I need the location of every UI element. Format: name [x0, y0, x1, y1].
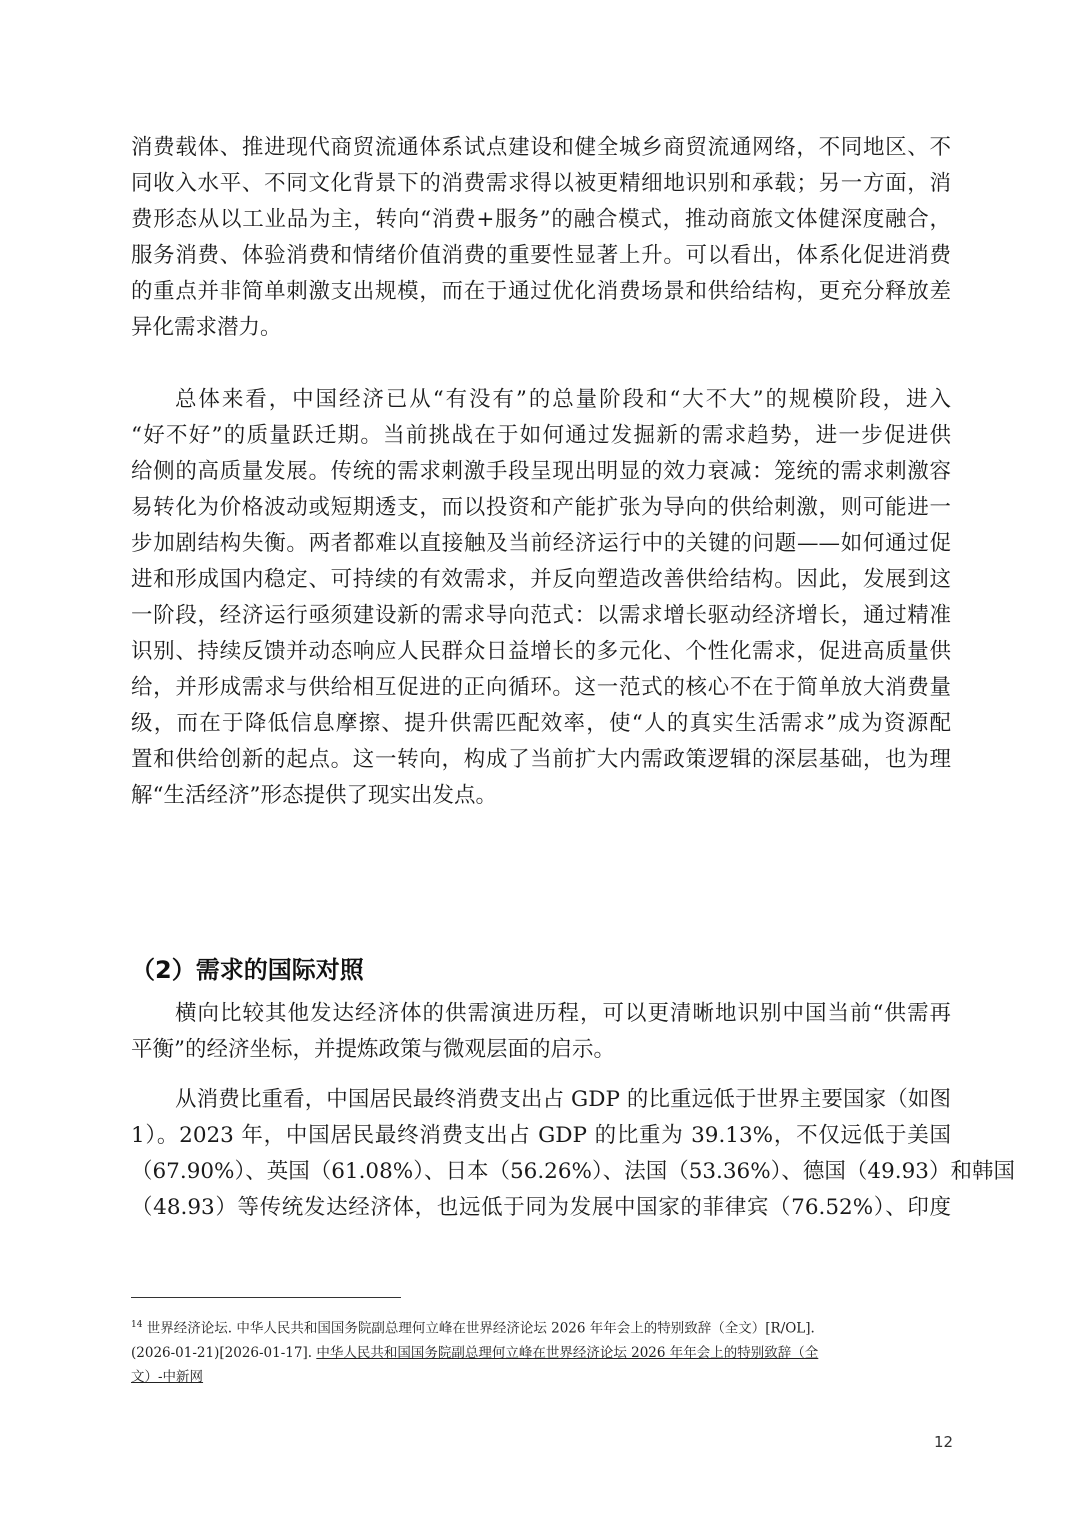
text-line: 给侧的高质量发展。传统的需求刺激手段呈现出明显的效力衰减：笼统的需求刺激容: [131, 459, 951, 484]
text-line: 级，而在于降低信息摩擦、提升供需匹配效率，使“人的真实生活需求”成为资源配: [131, 711, 951, 736]
text-line: 解“生活经济”形态提供了现实出发点。: [131, 783, 497, 808]
paragraph-2: [131, 382, 951, 814]
text-line: 识别、持续反馈并动态响应人民群众日益增长的多元化、个性化需求，促进高质量供: [131, 639, 951, 664]
footnote-number: 14: [131, 1320, 143, 1330]
text-line: （67.90%）、英国（61.08%）、日本（56.26%）、法国（53.36%）、德国（49.93）和韩国: [131, 1159, 1015, 1184]
text-line: 易转化为价格波动或短期透支，而以投资和产能扩张为导向的供给刺激，则可能进一: [131, 495, 951, 520]
text-line: 异化需求潜力。: [131, 315, 282, 340]
text-line: 进和形成国内稳定、可持续的有效需求，并反向塑造改善供给结构。因此，发展到这: [131, 567, 951, 592]
text-line: 一阶段，经济运行亟须建设新的需求导向范式：以需求增长驱动经济增长，通过精准: [131, 603, 951, 628]
paragraph-4: [131, 1082, 1015, 1226]
text-line: 消费载体、推进现代商贸流通体系试点建设和健全城乡商贸流通网络，不同地区、不: [131, 135, 951, 160]
paragraph-3: [131, 996, 951, 1068]
footnote: [131, 1313, 951, 1389]
page-number: 12: [934, 1433, 954, 1451]
text-line: （48.93）等传统发达经济体，也远低于同为发展中国家的菲律宾（76.52%）、印度: [131, 1195, 951, 1220]
text-line: 给，并形成需求与供给相互促进的正向循环。这一范式的核心不在于简单放大消费量: [131, 675, 951, 700]
footnote-link[interactable]: 中华人民共和国国务院副总理何立峰在世界经济论坛 2026 年年会上的特别致辞（全: [316, 1344, 819, 1361]
text-line: 置和供给创新的起点。这一转向，构成了当前扩大内需政策逻辑的深层基础，也为理: [131, 747, 951, 772]
text-line: 平衡”的经济坐标，并提炼政策与微观层面的启示。: [131, 1037, 615, 1062]
text-line: 服务消费、体验消费和情绪价值消费的重要性显著上升。可以看出，体系化促进消费: [131, 243, 951, 268]
text-line: 的重点并非简单刺激支出规模，而在于通过优化消费场景和供给结构，更充分释放差: [131, 279, 951, 304]
text-line: 横向比较其他发达经济体的供需演进历程，可以更清晰地识别中国当前“供需再: [175, 1001, 951, 1026]
footnote-line: [131, 1313, 951, 1341]
text-line: 总体来看，中国经济已从“有没有”的总量阶段和“大不大”的规模阶段，进入: [175, 387, 951, 412]
text-line: 费形态从以工业品为主，转向“消费+服务”的融合模式，推动商旅文体健深度融合，: [131, 207, 951, 232]
text-line: 从消费比重看，中国居民最终消费支出占 GDP 的比重远低于世界主要国家（如图: [175, 1087, 951, 1112]
footnote-line: [131, 1341, 951, 1365]
text-line: 步加剧结构失衡。两者都难以直接触及当前经济运行中的关键的问题——如何通过促: [131, 531, 951, 556]
footnote-link-continued[interactable]: 文）-中新网: [131, 1368, 204, 1385]
section-heading: （2）需求的国际对照: [131, 956, 364, 984]
paragraph-1: [131, 130, 951, 346]
text-line: 1）。2023 年，中国居民最终消费支出占 GDP 的比重为 39.13%，不仅远低于美国: [131, 1123, 951, 1148]
text-line: 同收入水平、不同文化背景下的消费需求得以被更精细地识别和承载；另一方面，消: [131, 171, 951, 196]
footnote-text: 世界经济论坛. 中华人民共和国国务院副总理何立峰在世界经济论坛 2026 年年会上的特别致辞（全文）[R/OL].: [142, 1320, 815, 1337]
footnote-line: [131, 1365, 951, 1389]
footnote-date: (2026-01-21)[2026-01-17].: [131, 1344, 317, 1361]
footnote-divider: [131, 1297, 401, 1298]
text-line: “好不好”的质量跃迁期。当前挑战在于如何通过发掘新的需求趋势，进一步促进供: [131, 423, 951, 448]
